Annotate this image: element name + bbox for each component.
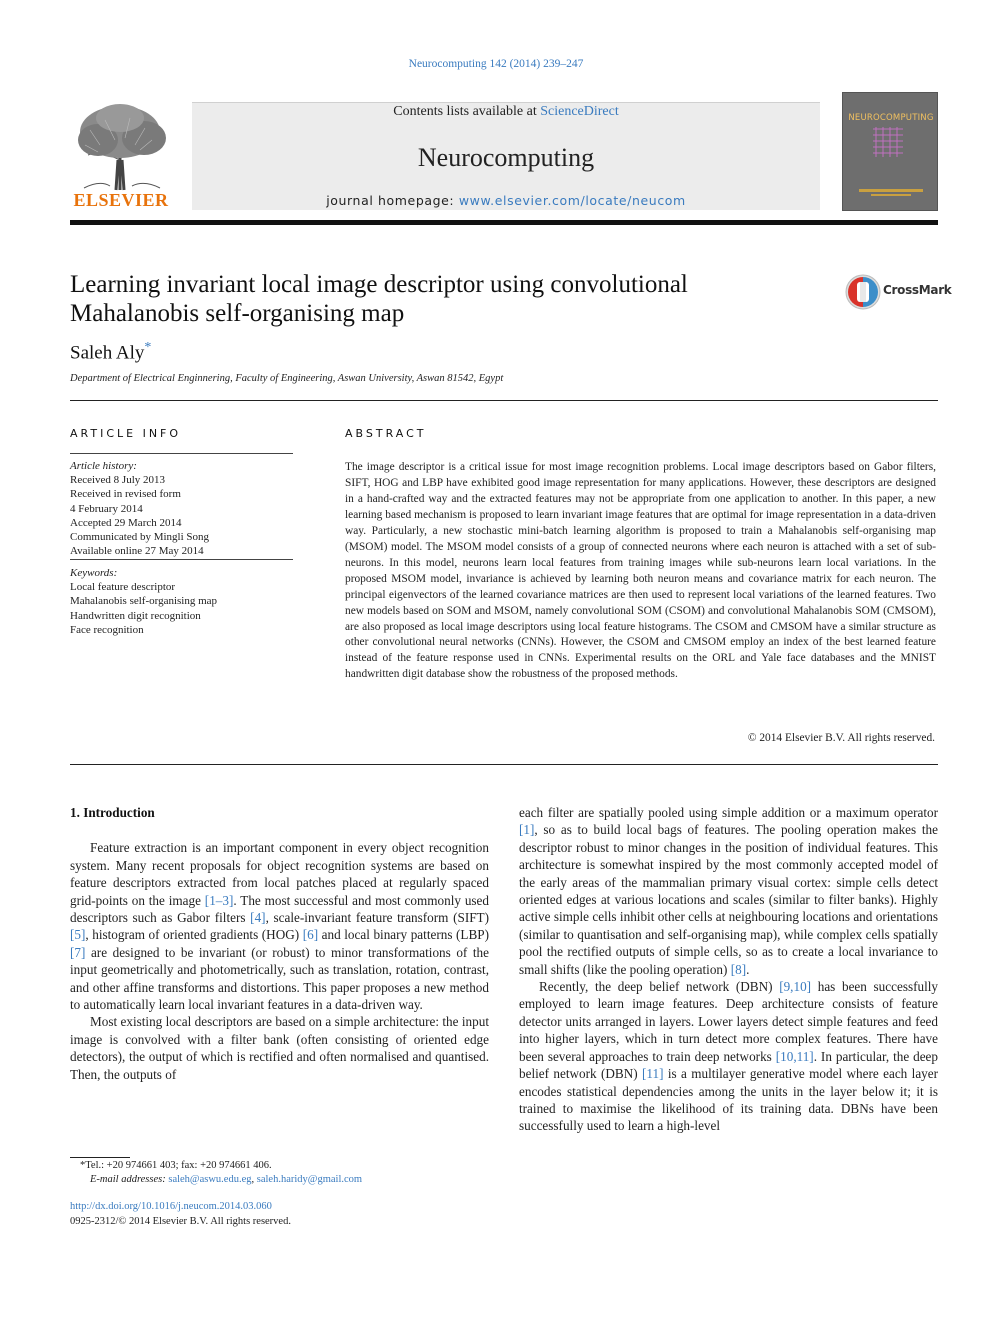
- history-item: Available online 27 May 2014: [70, 545, 204, 558]
- journal-citation[interactable]: Neurocomputing 142 (2014) 239–247: [408, 58, 584, 70]
- email-link-1[interactable]: saleh@aswu.edu.eg: [168, 1174, 252, 1185]
- right-column-text: [519, 804, 938, 1135]
- journal-header: [70, 92, 938, 212]
- body-paragraph: [70, 839, 489, 1013]
- abstract-text: The image descriptor is a critical issue for most image recognition problems. Local image descriptors based on Gabor filters, SIFT, HOG and LBP have exhibited good image representation for many applications. However, these descriptors are designed in a hand-crafted way and the extracted features may not be appropriate from one application to another. In this paper, a new learning based mechanism is proposed to learn invariant image features that are optimal for image representation in a data-driven way. Particularly, a new stochastic mini-batch learning algorithm is proposed to train a Mahalanobis self-organising map (MSOM) model. The MSOM model consists of a group of connected neurons where each neuron is attached with a set of sub-neurons. In this model, neurons learn local features from training images while sub-neurons learn local variations. In the proposed MSOM model, invariance is achieved by learning both neuron means and covariance matrix for each neuron. The principal eigenvectors of the learned covariance matrices are then used to represent local variations of the learned features. Two new models based on SOM and MSOM, namely convolutional SOM (CSOM) and convolutional Mahalanobis SOM (CMSOM), are also proposed as local image descriptors using local feature histograms. The CSOM and CMSOM have a similar structure as other convolutional neural networks (CNNs). However, the CSOM and CMSOM employ an index of the best learned feature instead of the feature response used in CNNs. Experimental results on the ORL and Yale face databases and the MNIST handwritten digit database show the robustness of the proposed methods.: [345, 461, 936, 681]
- journal-name: Neurocomputing: [417, 143, 595, 172]
- body-text-run: are designed to be invariant (or robust) to minor transformations of the input geometrically and photometrically, such as translation, rotation, contrast, and other affine transforms and distortions. This paper proposes a new method to automatically learn local invariant features in a data-driven way.: [70, 944, 489, 1013]
- abstract-copyright: © 2014 Elsevier B.V. All rights reserved.: [747, 732, 935, 744]
- reference-link[interactable]: [4]: [250, 910, 266, 926]
- crossmark-badge[interactable]: [845, 274, 952, 310]
- journal-cover-thumbnail[interactable]: [842, 92, 938, 211]
- sciencedirect-link[interactable]: ScienceDirect: [540, 104, 619, 119]
- body-text-run: .: [746, 961, 750, 977]
- reference-link[interactable]: [6]: [302, 927, 319, 943]
- keywords: [70, 566, 293, 637]
- reference-link[interactable]: [8]: [730, 961, 747, 977]
- cover-title: NEUROCOMPUTING: [848, 113, 934, 123]
- body-column-right: [519, 804, 938, 1135]
- article-info-heading: ARTICLE INFO: [70, 427, 182, 440]
- body-paragraph: [70, 1013, 489, 1083]
- keyword-item: Local feature descriptor: [70, 581, 176, 594]
- body-text-run: has been successfully employed to learn image features. Deep architecture consists of feature detector units arranged in layers. Lower layers detect simple features and feed into higher layers, which in turn detect more complex features. There have been several approaches to train deep networks: [519, 979, 938, 1064]
- article-info-rule: [70, 453, 293, 454]
- reference-link[interactable]: [9,10]: [779, 979, 812, 995]
- keyword-item: Face recognition: [70, 623, 144, 636]
- reference-link[interactable]: [7]: [70, 944, 86, 960]
- cover-footer-graphic: [853, 188, 929, 198]
- body-text-run: Feature extraction is an important component in every object recognition system. Many recent proposals for object recognition systems are based on feature descriptors extracted from local patches placed at regularly spaced grid-points on the image: [70, 840, 489, 908]
- footnote-contact: *Tel.: +20 974661 403; fax: +20 974661 406.: [80, 1160, 272, 1171]
- abstract-heading: ABSTRACT: [345, 427, 427, 440]
- reference-link[interactable]: [1–3]: [204, 892, 234, 908]
- reference-link[interactable]: [1]: [519, 822, 535, 838]
- history-item: Received 8 July 2013: [70, 474, 166, 487]
- history-item: Received in revised form: [70, 488, 181, 501]
- history-item: Communicated by Mingli Song: [70, 531, 210, 544]
- body-column-left: [70, 804, 489, 1083]
- reference-link[interactable]: [5]: [70, 927, 86, 943]
- body-text-run: Recently, the deep belief network (DBN): [539, 979, 780, 995]
- elsevier-wordmark: ELSEVIER: [73, 190, 169, 210]
- body-text-run: , scale-invariant feature transform (SIFT): [265, 910, 489, 926]
- journal-banner: [192, 102, 820, 210]
- body-paragraph: [519, 804, 938, 978]
- email-link-2[interactable]: saleh.haridy@gmail.com: [256, 1174, 363, 1185]
- article-title: Learning invariant local image descriptor using convolutional Mahalanobis self-organising map: [70, 271, 688, 327]
- body-text-run: , so as to build local bags of features. The pooling operation makes the descriptor robust to minor changes in the position of individual features. This architecture is somewhat inspired by the most commonly accepted model of the early areas of the mammalian primary visual cortex: simple cells detect oriented edges at various locations and scales (similar to filter banks). Highly active simple cells inhibit other cells at neighbouring locations and orientations (similar to quantisation and self-organising map), while complex cells spatially pool the rectified outputs of simple cells, so as to create a local invariance to small shifts (like the pooling operation): [519, 822, 938, 977]
- footnote-rule: [70, 1157, 130, 1158]
- author-affiliation: Department of Electrical Enginnering, Faculty of Engineering, Aswan University, Aswan 81542, Egypt: [70, 373, 504, 384]
- body-text-run: each filter are spatially pooled using simple addition or a maximum operator: [519, 805, 938, 820]
- crossmark-icon: [845, 274, 881, 310]
- body-text-run: and local binary patterns (LBP): [318, 927, 489, 943]
- reference-link[interactable]: [10,11]: [775, 1048, 814, 1064]
- keyword-item: Handwritten digit recognition: [70, 609, 201, 622]
- history-item: 4 February 2014: [70, 502, 143, 515]
- body-text-run: . The most successful and most commonly used descriptors such as Gabor filters: [70, 892, 489, 926]
- body-text-run: , histogram of oriented gradients (HOG): [85, 927, 303, 943]
- article-history-label: Article history:: [70, 460, 137, 472]
- homepage-line: [192, 193, 820, 208]
- contents-prefix: Contents lists available at: [393, 104, 541, 119]
- header-divider: [70, 220, 938, 225]
- author-footnote-mark[interactable]: *: [144, 340, 152, 355]
- reference-link[interactable]: [11]: [642, 1066, 664, 1082]
- email-separator: ,: [251, 1174, 257, 1185]
- section-heading-introduction: 1. Introduction: [70, 805, 155, 820]
- author-name-text: Saleh Aly: [70, 342, 145, 364]
- history-item: Accepted 29 March 2014: [70, 516, 182, 529]
- title-divider: [70, 400, 938, 401]
- cover-grid-graphic: [873, 127, 903, 157]
- article-history: [70, 459, 293, 558]
- body-text-run: . In particular, the deep belief network (DBN): [519, 1048, 939, 1082]
- keywords-label: Keywords:: [70, 567, 118, 579]
- author-name[interactable]: [70, 340, 151, 364]
- keywords-rule: [70, 559, 293, 560]
- body-paragraph: [519, 978, 938, 1135]
- homepage-prefix: journal homepage:: [326, 193, 459, 208]
- abstract-divider: [70, 764, 938, 765]
- doi-text[interactable]: http://dx.doi.org/10.1016/j.neucom.2014.03.060: [70, 1201, 272, 1212]
- contents-line: [192, 104, 820, 120]
- doi-link[interactable]: [70, 1201, 272, 1212]
- homepage-link[interactable]: www.elsevier.com/locate/neucom: [458, 193, 686, 208]
- footnote-email: [90, 1174, 362, 1185]
- crossmark-label: CrossMark: [883, 283, 952, 297]
- email-label: E-mail addresses:: [90, 1174, 169, 1185]
- left-column-text: [70, 839, 489, 1083]
- body-text-run: Most existing local descriptors are based on a simple architecture: the input image is convolved with a filter bank (often consisting of oriented edge detectors), the output of which is rectified and often normalised and quantised. Then, the outputs of: [70, 1014, 489, 1082]
- body-text-run: is a multilayer generative model where each layer encodes statistical dependencies among the units in the layer below it; it is trained to maximise the likelihood of its training data. DBNs have been successfully used to learn a high-level: [519, 1066, 939, 1134]
- issn-line: 0925-2312/© 2014 Elsevier B.V. All rights reserved.: [70, 1216, 291, 1227]
- keyword-item: Mahalanobis self-organising map: [70, 595, 218, 608]
